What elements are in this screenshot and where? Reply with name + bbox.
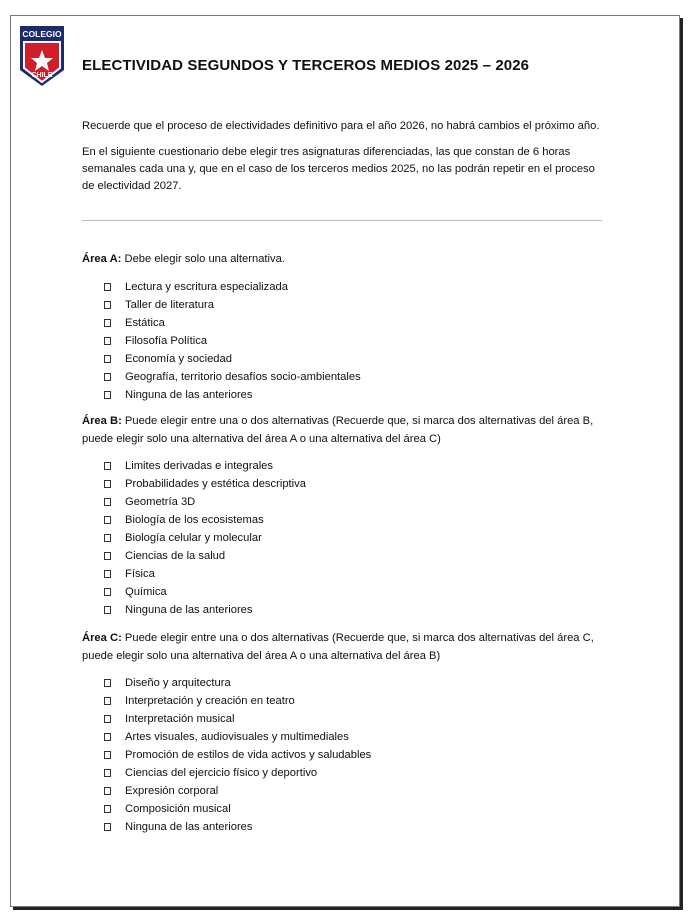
option-label: Estática bbox=[125, 316, 165, 329]
option-item[interactable] bbox=[82, 583, 622, 601]
option-item[interactable] bbox=[82, 475, 622, 493]
area-a-instruction: Debe elegir solo una alternativa. bbox=[124, 253, 285, 265]
option-label: Geometría 3D bbox=[125, 496, 196, 508]
option-item[interactable] bbox=[82, 332, 622, 350]
option-item[interactable] bbox=[82, 314, 622, 332]
option-item[interactable] bbox=[82, 529, 622, 547]
option-item[interactable] bbox=[82, 764, 622, 782]
option-item[interactable] bbox=[82, 746, 622, 764]
option-label: Interpretación y creación en teatro bbox=[125, 695, 295, 707]
option-item[interactable] bbox=[82, 565, 622, 583]
option-label: Geografía, territorio desafíos socio-ambientales bbox=[125, 370, 361, 383]
area-c-options bbox=[82, 674, 622, 836]
option-label: Probabilidades y estética descriptiva bbox=[125, 478, 306, 490]
area-b-label: Área B: bbox=[82, 415, 122, 427]
intro-text bbox=[82, 118, 607, 204]
option-item[interactable] bbox=[82, 278, 622, 296]
option-item[interactable] bbox=[82, 457, 622, 475]
option-item[interactable] bbox=[82, 368, 622, 386]
option-label: Limites derivadas e integrales bbox=[125, 460, 273, 472]
option-item[interactable] bbox=[82, 350, 622, 368]
area-b-section bbox=[82, 413, 622, 619]
option-item[interactable] bbox=[82, 800, 622, 818]
option-label: Ninguna de las anteriores bbox=[125, 388, 253, 401]
checkbox[interactable] bbox=[104, 733, 111, 741]
option-label: Economía y sociedad bbox=[125, 352, 232, 365]
section-divider bbox=[82, 220, 602, 221]
checkbox[interactable] bbox=[104, 715, 111, 723]
area-b-heading bbox=[82, 413, 622, 448]
option-label: Diseño y arquitectura bbox=[125, 677, 231, 689]
option-label: Biología celular y molecular bbox=[125, 532, 262, 544]
checkbox[interactable] bbox=[104, 552, 111, 560]
checkbox[interactable] bbox=[104, 498, 111, 506]
option-item[interactable] bbox=[82, 818, 622, 836]
option-label: Ninguna de las anteriores bbox=[125, 821, 253, 833]
checkbox[interactable] bbox=[104, 480, 111, 488]
area-c-heading bbox=[82, 630, 622, 665]
checkbox[interactable] bbox=[104, 301, 111, 309]
area-b-instruction: Puede elegir entre una o dos alternativas (Recuerde que, si marca dos alternativas del área B, puede elegir solo una alternativa del área A o una alternativa del área C) bbox=[82, 415, 594, 445]
checkbox[interactable] bbox=[104, 337, 111, 345]
option-item[interactable] bbox=[82, 692, 622, 710]
option-item[interactable] bbox=[82, 296, 622, 314]
area-c-instruction: Puede elegir entre una o dos alternativas (Recuerde que, si marca dos alternativas del área C, puede elegir solo una alternativa del área A o una alternativa del área B) bbox=[82, 632, 594, 662]
option-item[interactable] bbox=[82, 728, 622, 746]
option-item[interactable] bbox=[82, 547, 622, 565]
checkbox[interactable] bbox=[104, 570, 111, 578]
checkbox[interactable] bbox=[104, 319, 111, 327]
option-item[interactable] bbox=[82, 493, 622, 511]
checkbox[interactable] bbox=[104, 606, 111, 614]
area-a-section bbox=[82, 251, 622, 404]
option-item[interactable] bbox=[82, 601, 622, 619]
option-item[interactable] bbox=[82, 710, 622, 728]
checkbox[interactable] bbox=[104, 283, 111, 291]
area-c-section bbox=[82, 630, 622, 836]
logo-text-bottom: CHILE bbox=[31, 72, 53, 79]
option-item[interactable] bbox=[82, 782, 622, 800]
intro-paragraph-1: Recuerde que el proceso de electividades definitivo para el año 2026, no habrá cambios el próximo año. bbox=[82, 120, 600, 132]
checkbox[interactable] bbox=[104, 516, 111, 524]
checkbox[interactable] bbox=[104, 679, 111, 687]
checkbox[interactable] bbox=[104, 355, 111, 363]
checkbox[interactable] bbox=[104, 787, 111, 795]
option-label: Taller de literatura bbox=[125, 298, 214, 311]
option-item[interactable] bbox=[82, 511, 622, 529]
area-c-label: Área C: bbox=[82, 632, 122, 644]
option-label: Ciencias del ejercicio físico y deportivo bbox=[125, 767, 318, 779]
option-label: Biología de los ecosistemas bbox=[125, 514, 264, 526]
school-crest-logo bbox=[18, 24, 66, 88]
checkbox[interactable] bbox=[104, 534, 111, 542]
checkbox[interactable] bbox=[104, 769, 111, 777]
checkbox[interactable] bbox=[104, 588, 111, 596]
area-a-label: Área A: bbox=[82, 253, 122, 265]
area-b-options bbox=[82, 457, 622, 619]
option-label: Expresión corporal bbox=[125, 785, 219, 797]
checkbox[interactable] bbox=[104, 805, 111, 813]
checkbox[interactable] bbox=[104, 391, 111, 399]
checkbox[interactable] bbox=[104, 823, 111, 831]
option-label: Artes visuales, audiovisuales y multimediales bbox=[125, 731, 349, 743]
option-label: Lectura y escritura especializada bbox=[125, 280, 288, 293]
option-label: Composición musical bbox=[125, 803, 231, 815]
intro-paragraph-2: En el siguiente cuestionario debe elegir tres asignaturas diferenciadas, las que constan de 6 horas semanales cada una y, que en el caso de los terceros medios 2025, no las podrán repetir en el proceso de electividad 2027. bbox=[82, 146, 595, 192]
option-label: Interpretación musical bbox=[125, 713, 235, 725]
area-a-heading bbox=[82, 251, 622, 269]
option-label: Química bbox=[125, 586, 167, 598]
page-title: ELECTIVIDAD SEGUNDOS Y TERCEROS MEDIOS 2025 – 2026 bbox=[82, 57, 530, 74]
option-item[interactable] bbox=[82, 386, 622, 404]
option-label: Física bbox=[125, 568, 155, 580]
logo-text-top: COLEGIO bbox=[22, 29, 62, 39]
checkbox[interactable] bbox=[104, 373, 111, 381]
option-label: Promoción de estilos de vida activos y saludables bbox=[125, 749, 372, 761]
option-item[interactable] bbox=[82, 674, 622, 692]
area-a-options bbox=[82, 278, 622, 404]
checkbox[interactable] bbox=[104, 462, 111, 470]
option-label: Ninguna de las anteriores bbox=[125, 604, 253, 616]
document-page bbox=[10, 15, 680, 907]
option-label: Filosofía Política bbox=[125, 334, 208, 347]
option-label: Ciencias de la salud bbox=[125, 550, 226, 562]
checkbox[interactable] bbox=[104, 751, 111, 759]
checkbox[interactable] bbox=[104, 697, 111, 705]
